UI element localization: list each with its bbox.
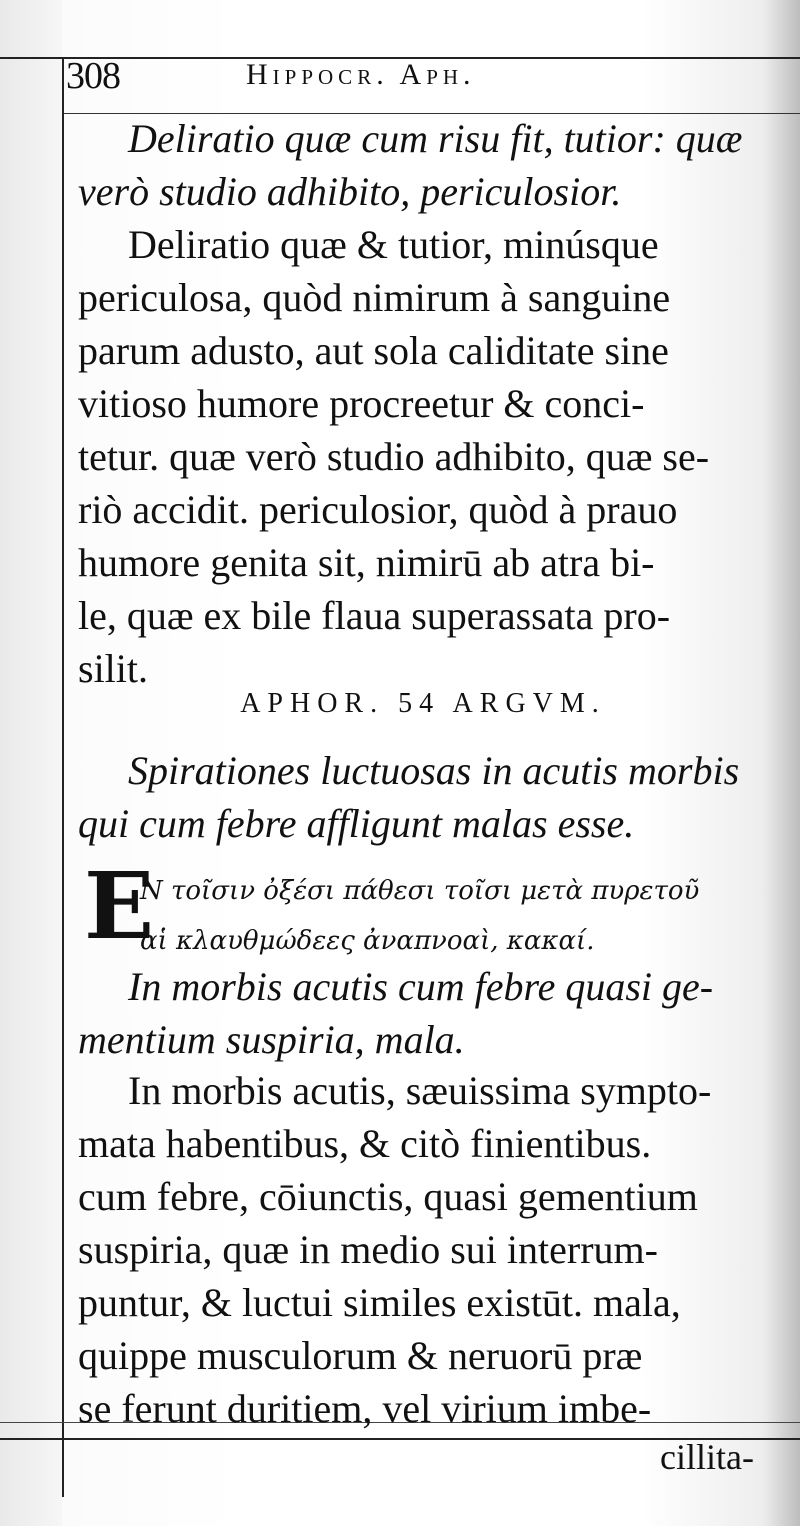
text-line: riò accidit. periculosior, quòd à prauo <box>78 487 678 532</box>
text-line: suspiria, quæ in medio sui interrum- <box>78 1227 658 1272</box>
text-line: cum febre, cōiunctis, quasi gementium <box>78 1174 698 1219</box>
left-margin-rule <box>62 57 64 1497</box>
page-header <box>66 50 766 106</box>
greek-text <box>140 866 780 966</box>
commentary-paragraph <box>78 218 768 695</box>
text-line: In morbis acutis cum febre quasi ge- <box>128 964 714 1009</box>
page-margin-shadow <box>0 0 62 1526</box>
catchword: cillita- <box>660 1437 754 1477</box>
aphorism-heading: APHOR. 54 ARGVM. <box>240 688 606 719</box>
text-line: parum adusto, aut sola caliditate sine <box>78 328 669 373</box>
page-number: 308 <box>66 55 120 97</box>
commentary-paragraph <box>78 1064 768 1435</box>
running-head: Hippocr. Aph. <box>246 58 476 91</box>
text-line: se ferunt duritiem, vel virium imbe- <box>78 1386 652 1431</box>
drop-cap: E <box>84 852 155 960</box>
text-line: periculosa, quòd nimirum à sanguine <box>78 275 671 320</box>
text-line: Spirationes luctuosas in acutis morbis <box>128 748 740 793</box>
text-line: humore genita sit, nimirū ab atra bi- <box>78 540 655 585</box>
text-line: vitioso humore procreetur & conci- <box>78 381 645 426</box>
text-line: tetur. quæ verò studio adhibito, quæ se- <box>78 434 710 479</box>
text-line: Deliratio quæ & tutior, minúsque <box>128 222 659 267</box>
greek-line: αἱ κλαυθμώδεες ἀναπνοαὶ, κακαί. <box>140 926 595 956</box>
text-line: mentium suspiria, mala. <box>78 1017 465 1062</box>
text-line: Deliratio quæ cum risu fit, tutior: quæ <box>128 116 743 161</box>
argument-text <box>78 744 768 850</box>
text-line: quippe musculorum & neruorū præ <box>78 1333 643 1378</box>
translation-text <box>78 960 768 1066</box>
text-line: le, quæ ex bile flaua superassata pro- <box>78 593 671 638</box>
greek-line: N τοῖσιν ὀξέσι πάθεσι τοῖσι μετὰ πυρετοῦ <box>140 876 700 906</box>
text-line: mata habentibus, & citò finientibus. <box>78 1121 652 1166</box>
text-line: puntur, & luctui similes existūt. mala, <box>78 1280 681 1325</box>
text-line: qui cum febre affligunt malas esse. <box>78 801 635 846</box>
text-line: verò studio adhibito, periculosior. <box>78 169 622 214</box>
aphorism-text <box>78 112 768 218</box>
text-line: silit. <box>78 646 149 691</box>
text-line: In morbis acutis, sæuissima sympto- <box>128 1068 712 1113</box>
